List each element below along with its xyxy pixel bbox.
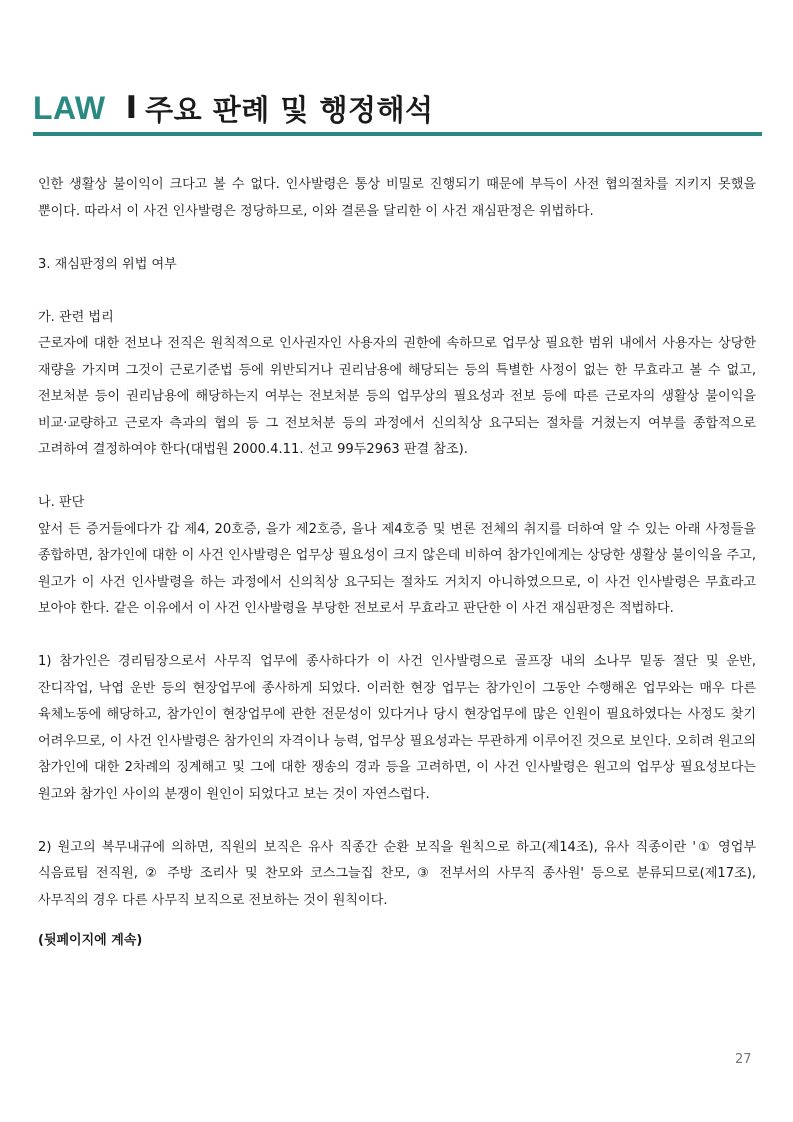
spacer (38, 464, 756, 491)
spacer (38, 278, 756, 305)
header-rule (33, 132, 762, 136)
spacer (38, 914, 756, 928)
subsection-b-heading: 나. 판단 (38, 495, 85, 510)
header-separator: I (125, 90, 138, 126)
page-number: 27 (735, 1052, 752, 1067)
page-title: 주요 판례 및 행정해석 (145, 92, 434, 127)
section-heading: 3. 재심판정의 위법 여부 (38, 256, 177, 272)
document-body (38, 172, 756, 955)
continued-note: (뒷페이지에 계속) (38, 933, 143, 948)
law-label: LAW (33, 89, 106, 126)
spacer (38, 808, 756, 835)
page-header (33, 86, 434, 130)
intro-paragraph: 인한 생활상 불이익이 크다고 볼 수 없다. 인사발령은 통상 비밀로 진행되기 때문에 부득이 사전 협의절차를 지키지 못했을 뿐이다. 따라서 이 사건 인사발령은 정당하므로, 이와 결론을 달리한 이 사건 재심판정은 위법하다. (38, 177, 756, 219)
subsection-a-paragraph: 근로자에 대한 전보나 전직은 원칙적으로 인사권자인 사용자의 권한에 속하므로 업무상 필요한 범위 내에서 사용자는 상당한 재량을 가지며 그것이 근로기준법 등에 위반되거나 권리남용에 해당되는 등의 특별한 사정이 없는 한 무효라고 볼 수 없고, 전보처분 등이 권리남용에 해당하는지 여부는 전보처분 등의 업무상의 필요성과 전보 등에 따른 근로자의 생활상 불이익을 비교·교량하고 근로자 측과의 협의 등 그 전보처분 등의 과정에서 신의칙상 요구되는 절차를 거쳤는지 여부를 종합적으로 고려하여 결정하여야 한다(대법원 2000.4.11. 선고 99두2963 판결 참조). (38, 336, 756, 457)
subsection-a-heading: 가. 관련 법리 (38, 309, 114, 325)
spacer (38, 623, 756, 650)
item-2-paragraph: 2) 원고의 복무내규에 의하면, 직원의 보직은 유사 직종간 순환 보직을 원칙으로 하고(제14조), 유사 직종이란 '① 영업부 식음료팀 전직원, ② 주방 조리사 및 찬모와 코스그늘집 찬모, ③ 전부서의 사무직 종사원' 등으로 분류되므로(제17조), 사무직의 경우 다른 사무직 보직으로 전보하는 것이 원칙이다. (38, 839, 756, 908)
item-1-paragraph: 1) 참가인은 경리팀장으로서 사무직 업무에 종사하다가 이 사건 인사발령으로 골프장 내의 소나무 밑동 절단 및 운반, 잔디작업, 낙엽 운반 등의 현장업무에 종사하게 되었다. 이러한 현장 업무는 참가인이 그동안 수행해온 업무와는 매우 다른 육체노동에 해당하고, 참가인이 현장업무에 관한 전문성이 있다거나 당시 현장업무에 많은 인원이 필요하였다는 사정도 찾기 어려우므로, 이 사건 인사발령은 참가인의 자격이나 능력, 업무상 필요성과는 무관하게 이루어진 것으로 보인다. 오히려 원고의 참가인에 대한 2차례의 징계해고 및 그에 대한 쟁송의 경과 등을 고려하면, 이 사건 인사발령은 원고의 업무상 필요성보다는 원고와 참가인 사이의 분쟁이 원인이 되었다고 보는 것이 자연스럽다. (38, 654, 756, 802)
spacer (38, 225, 756, 252)
subsection-b-paragraph: 앞서 든 증거들에다가 갑 제4, 20호증, 을가 제2호증, 을나 제4호증 및 변론 전체의 취지를 더하여 알 수 있는 아래 사정들을 종합하면, 참가인에 대한 이 사건 인사발령은 업무상 필요성이 크지 않은데 비하여 참가인에게는 상당한 생활상 불이익을 주고, 원고가 이 사건 인사발령을 하는 과정에서 신의칙상 요구되는 절차도 거치지 아니하였으므로, 이 사건 인사발령은 무효라고 보아야 한다. 같은 이유에서 이 사건 인사발령을 부당한 전보로서 무효라고 판단한 이 사건 재심판정은 적법하다. (38, 521, 756, 616)
